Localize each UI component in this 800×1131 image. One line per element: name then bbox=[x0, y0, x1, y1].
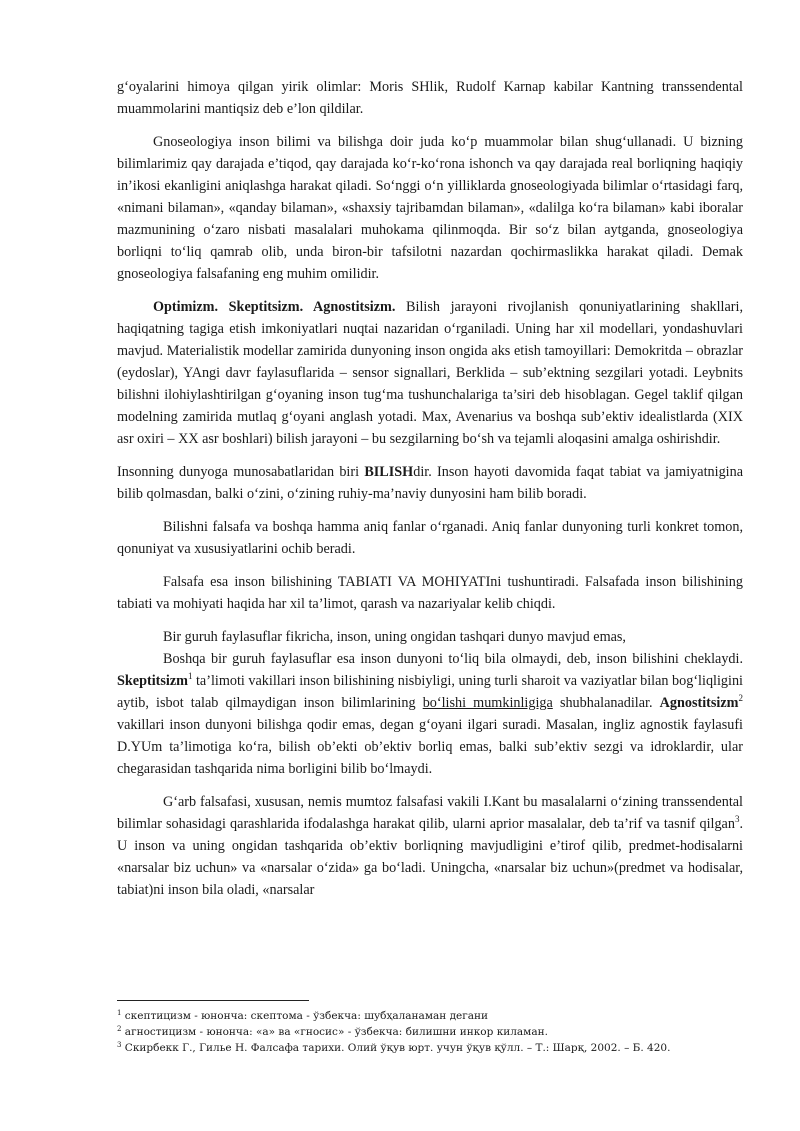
bold-term-agnostitsizm: Agnostitsizm bbox=[659, 695, 739, 711]
paragraph-aniq-fanlar: Bilishni falsafa va boshqa hamma aniq fanlar o‘rganadi. Aniq fanlar dunyoning turli konkret tomon, qonuniyat va xususiyatlarini ochib beradi. bbox=[117, 519, 743, 557]
paragraph-gnoseologiya: Gnoseologiya inson bilimi va bilishga doir juda ko‘p muammolar bilan shug‘ullanadi. U bizning bilimlarimiz qay darajada e’tiqod, qay darajada ko‘r-ko‘rona ishonch va qay darajada real borliqning haqiqiy in’ikosi ekanligini aniqlashga harakat qiladi. So‘nggi o‘n yilliklarda gnoseologiyada bilimlar o‘rtasidagi farq, «nimani bilaman», «qanday bilaman», «shaxsiy tajribamdan bilaman», «dalilga ko‘ra bilaman» kabi iboralar mazmunining o‘zaro nisbati masalalari muhokama qilinmoqda. Bir so‘z bilan aytganda, gnoseologiya borliqni to‘liq qamrab olib, unda biron-bir tafsilotni nazardan qochirmaslikka harakat qiladi. Demak gnoseologiya falsafaning eng muhim omilidir. bbox=[117, 134, 743, 282]
footnote-number: 3 bbox=[117, 1041, 122, 1049]
footnote-text: Скирбекк Г., Гилье Н. Фалсафа тарихи. Олий ўқув юрт. учун ўқув қўлл. – Т.: Шарқ, 2002. – Б. 420. bbox=[121, 1042, 671, 1054]
paragraph-1: g‘oyalarini himoya qilgan yirik olimlar: Moris SHlik, Rudolf Karnap kabilar Kantning transsendental muammolarini mantiqsiz deb e’lon qildilar. bbox=[117, 79, 743, 117]
bold-term-skeptitsizm: Skeptitsizm bbox=[117, 673, 188, 689]
footnote-ref-3[interactable]: 3 bbox=[734, 814, 740, 824]
paragraph-bir-guruh: Bir guruh faylasuflar fikricha, inson, uning ongidan tashqari dunyo mavjud emas, bbox=[163, 629, 626, 645]
paragraph-skeptitsizm bbox=[117, 648, 743, 780]
paragraph-text: Boshqa bir guruh faylasuflar esa inson dunyoni to‘liq bila olmaydi, deb, inson bilishini cheklaydi. bbox=[163, 651, 743, 667]
paragraph-kant bbox=[117, 791, 743, 901]
paragraph-text: dir. Inson hayoti davomida faqat tabiat va jamiyatnigina bilib qolmasdan, balki o‘zini, o‘zining ruhiy-ma’naviy dunyosini ham bilib boradi. bbox=[117, 464, 743, 502]
footnote-number: 2 bbox=[117, 1025, 122, 1033]
paragraph-optimizm bbox=[117, 296, 743, 450]
paragraph-text: vakillari inson dunyoni bilishga qodir emas, degan g‘oyani ilgari suradi. Masalan, ingliz agnostik faylasufi D.YUm ta’limotiga ko‘ra, bilish ob’ekti ob’ektiv borliq emas, balki sub’ektiv sezgi va idroklardir, ular chegarasidan tashqarida nima borligini bilib bo‘lmaydi. bbox=[117, 717, 743, 777]
footnote-3 bbox=[117, 1040, 757, 1056]
footnote-1 bbox=[117, 1008, 757, 1024]
paragraph-text: . U inson va uning ongidan tashqarida ob’ektiv borliqning mavjudligini e’tirof qilib, predmet-hodisalarni «narsalar biz uchun» va «narsalar o‘zida» ga bo‘ladi. Uningcha, «narsalar biz uchun»(predmet va hodisalar, tabiat)ni inson bila oladi, «narsalar bbox=[117, 816, 743, 898]
paragraph-text: Insonning dunyoga munosabatlaridan biri bbox=[117, 464, 365, 480]
footnote-ref-2[interactable]: 2 bbox=[738, 693, 743, 703]
underlined-phrase: bo‘lishi mumkinligiga bbox=[422, 695, 553, 711]
footnote-text: скептицизм - юнонча: скептома - ўзбекча: шубҳаланаман дегани bbox=[121, 1010, 489, 1022]
footnotes bbox=[117, 1008, 757, 1056]
footnote-number: 1 bbox=[117, 1009, 122, 1017]
section-heading: Optimizm. Skeptitsizm. Agnostitsizm. bbox=[153, 299, 396, 315]
paragraph-text: G‘arb falsafasi, xususan, nemis mumtoz falsafasi vakili I.Kant bu masalalarni o‘zining transsendental bilimlar sohasidagi qarashlarida ifodalashga harakat qilib, ularni aprior masalalar, deb ta’rif va tasnif qilgan bbox=[117, 794, 743, 832]
footnote-2 bbox=[117, 1024, 757, 1040]
paragraph-text: Bilish jarayoni rivojlanish qonuniyatlarining shakllari, haqiqatning tagiga etish imkoniyatlari nuqtai nazaridan o‘rganiladi. Uning har xil modellari, yondashuvlari mavjud. Materialistik modellar zamirida dunyoning inson ongida aks etish tamoyillari: Demokritda – obrazlar (eydoslar), YAngi davr faylasuflarida – sensor signallari, Berklida – sub’ektning sezgilari yotadi. Leybnits bilishni ilohiylashtirilgan g‘oyaning inson tug‘ma tushunchalariga ta’siri deb hisoblagan. Gegel taklif qilgan modelning zamirida mutlaq g‘oyani anglash yotadi. Max, Avenarius va boshqa sub’ektiv idealistlarda (XIX asr oxiri – XX asr boshlari) bilish jarayoni – bu sezgilarning bo‘sh va tejamli aloqasini amalga oshirishdir. bbox=[117, 299, 744, 447]
footnote-text: агностицизм - юнонча: «а» ва «гносис» - ўзбекча: билишни инкор киламан. bbox=[121, 1026, 548, 1038]
document-body bbox=[117, 76, 743, 901]
bold-term-bilish: BILISH bbox=[364, 464, 414, 480]
footnote-separator bbox=[117, 1000, 309, 1001]
footnote-ref-1[interactable]: 1 bbox=[187, 671, 193, 681]
paragraph-bilish bbox=[117, 461, 743, 505]
paragraph-text: ta’limoti vakillari inson bilishining nisbiyligi, uning turli sharoit va vaziyatlar bilan bog‘liqligini aytib, isbot talab qilmaydigan inson bilimlarining bbox=[117, 673, 743, 711]
paragraph-text: shubhalanadilar. bbox=[552, 695, 660, 711]
paragraph-falsafa: Falsafa esa inson bilishining TABIATI VA MOHIYATIni tushuntiradi. Falsafada inson bilishining tabiati va mohiyati haqida har xil ta’limot, qarash va nazariyalar kelib chiqdi. bbox=[117, 574, 743, 612]
